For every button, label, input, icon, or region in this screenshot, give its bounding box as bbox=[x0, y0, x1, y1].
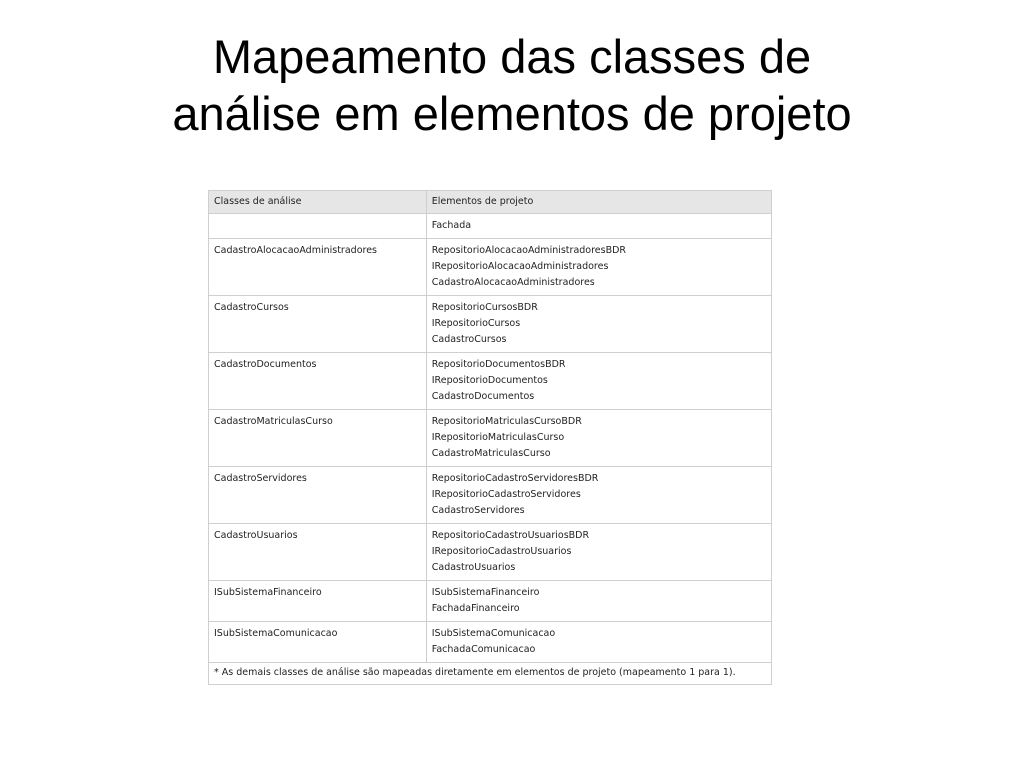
design-elements-cell bbox=[426, 467, 771, 524]
table-row bbox=[209, 581, 772, 622]
design-element: CadastroMatriculasCurso bbox=[431, 448, 551, 459]
design-element: Fachada bbox=[431, 220, 472, 231]
design-elements-cell bbox=[426, 214, 771, 239]
slide-title-line-2: análise em elementos de projeto bbox=[172, 87, 852, 140]
table-row bbox=[209, 467, 772, 524]
table-header-row bbox=[209, 191, 772, 214]
table-row bbox=[209, 214, 772, 239]
analysis-class-cell: ISubSistemaComunicacao bbox=[209, 622, 427, 663]
design-element: ISubSistemaComunicacao bbox=[431, 628, 556, 639]
header-analysis-classes: Classes de análise bbox=[209, 191, 427, 214]
design-elements-cell bbox=[426, 239, 771, 296]
design-element: RepositorioAlocacaoAdministradoresBDR bbox=[431, 245, 627, 256]
design-element: ISubSistemaFinanceiro bbox=[431, 587, 540, 598]
design-element: IRepositorioMatriculasCurso bbox=[431, 432, 565, 443]
table-footnote-row bbox=[209, 663, 772, 685]
design-element: RepositorioDocumentosBDR bbox=[431, 359, 566, 370]
analysis-class-cell bbox=[209, 214, 427, 239]
analysis-class-cell: CadastroCursos bbox=[209, 296, 427, 353]
design-element: CadastroAlocacaoAdministradores bbox=[431, 277, 595, 288]
analysis-class-cell: ISubSistemaFinanceiro bbox=[209, 581, 427, 622]
design-element: IRepositorioCadastroServidores bbox=[431, 489, 581, 500]
design-element: CadastroCursos bbox=[431, 334, 507, 345]
design-element: RepositorioCadastroUsuariosBDR bbox=[431, 530, 590, 541]
design-elements-cell bbox=[426, 581, 771, 622]
analysis-class-cell: CadastroAlocacaoAdministradores bbox=[209, 239, 427, 296]
analysis-class-cell: CadastroDocumentos bbox=[209, 353, 427, 410]
slide-title-line-1: Mapeamento das classes de bbox=[212, 30, 812, 83]
design-element: RepositorioMatriculasCursoBDR bbox=[431, 416, 582, 427]
table-footnote: * As demais classes de análise são mapeadas diretamente em elementos de projeto (mapeamento 1 para 1). bbox=[209, 663, 772, 685]
design-elements-cell bbox=[426, 296, 771, 353]
table-row bbox=[209, 296, 772, 353]
slide-title bbox=[0, 28, 1024, 142]
design-element: FachadaFinanceiro bbox=[431, 603, 520, 614]
design-elements-cell bbox=[426, 410, 771, 467]
table-body bbox=[209, 214, 772, 663]
table-row bbox=[209, 239, 772, 296]
design-element: CadastroServidores bbox=[431, 505, 525, 516]
design-elements-cell bbox=[426, 622, 771, 663]
design-element: IRepositorioCadastroUsuarios bbox=[431, 546, 572, 557]
mapping-table bbox=[208, 190, 772, 685]
analysis-class-cell: CadastroUsuarios bbox=[209, 524, 427, 581]
analysis-class-cell: CadastroServidores bbox=[209, 467, 427, 524]
design-element: RepositorioCadastroServidoresBDR bbox=[431, 473, 599, 484]
design-element: CadastroDocumentos bbox=[431, 391, 535, 402]
design-element: CadastroUsuarios bbox=[431, 562, 516, 573]
design-element: IRepositorioAlocacaoAdministradores bbox=[431, 261, 609, 272]
design-element: FachadaComunicacao bbox=[431, 644, 536, 655]
table-row bbox=[209, 524, 772, 581]
design-element: IRepositorioCursos bbox=[431, 318, 521, 329]
design-elements-cell bbox=[426, 353, 771, 410]
design-element: RepositorioCursosBDR bbox=[431, 302, 538, 313]
table-row bbox=[209, 622, 772, 663]
table-row bbox=[209, 410, 772, 467]
header-design-elements: Elementos de projeto bbox=[426, 191, 771, 214]
design-element: IRepositorioDocumentos bbox=[431, 375, 548, 386]
analysis-class-cell: CadastroMatriculasCurso bbox=[209, 410, 427, 467]
design-elements-cell bbox=[426, 524, 771, 581]
table-row bbox=[209, 353, 772, 410]
